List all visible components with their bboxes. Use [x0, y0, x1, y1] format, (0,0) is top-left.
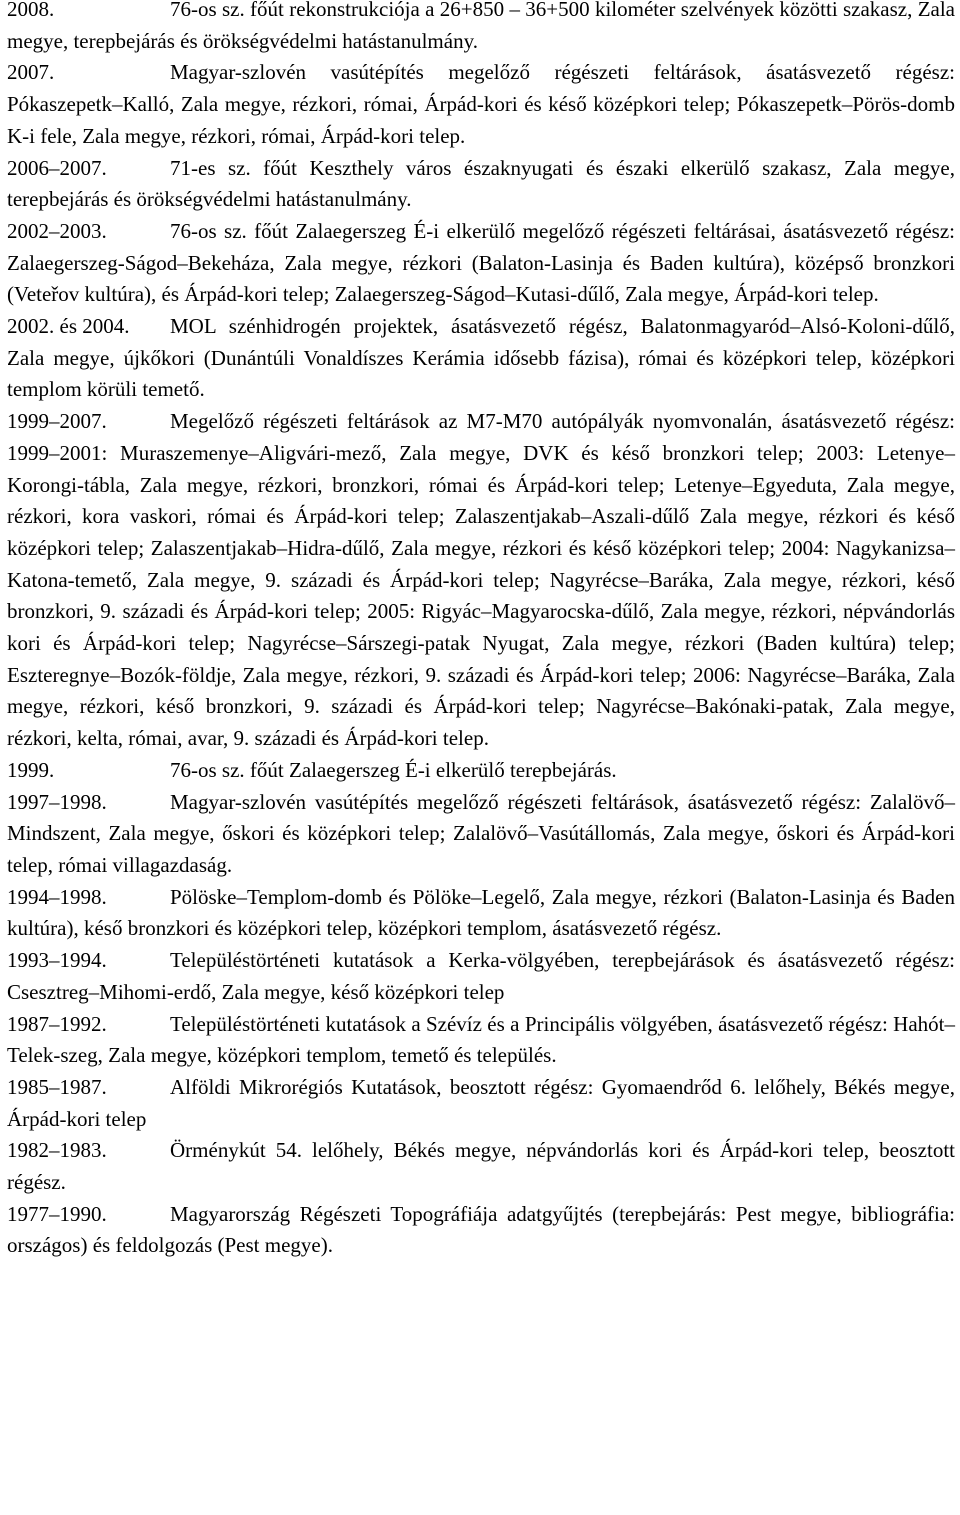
- entry-1977-1990: [7, 1199, 955, 1262]
- entry-date: 1987–1992.: [7, 1011, 107, 1036]
- entry-date: 2006–2007.: [7, 155, 107, 180]
- entry-2008: [7, 0, 955, 57]
- entry-text: Örménykút 54. lelőhely, Békés megye, népvándorlás kori és Árpád-kori telep, beosztott régész.: [7, 1138, 955, 1195]
- entry-1997-1998: [7, 787, 955, 882]
- entry-text: Megelőző régészeti feltárások az M7-M70 autópályák nyomvonalán, ásatásvezető régész: 1999–2001: Muraszemenye–Aligvári-mező, Zala megye, DVK és késő bronzkori telep; 2003: Letenye–Korongi-tábla, Zala megye, rézkori, bronzkori, római és Árpád-kori telep; Letenye–Egyeduta, Zala megye, rézkori, kora vaskori, római és Árpád-kori telep; Zalaszentjakab–Aszali-dűlő Zala megye, rézkori és késő középkori telep; Zalaszentjakab–Hidra-dűlő, Zala megye, rézkori és késő középkori telep; 2004: Nagykanizsa–Katona-temető, Zala megye, 9. századi és Árpád-kori telep; Nagyrécse–Baráka, Zala megye, rézkori, késő bronzkori, 9. századi és Árpád-kori telep; 2005: Rigyác–Magyarocska-dűlő, Zala megye, rézkori, népvándorlás kori és Árpád-kori telep; Nagyrécse–Sárszegi-patak Nyugat, Zala megye, rézkori (Baden kultúra) telep; Eszteregnye–Bozók-földje, Zala megye, rézkori, 9. századi és Árpád-kori telep; 2006: Nagyrécse–Baráka, Zala megye, rézkori, késő bronzkori, 9. századi és Árpád-kori telep; Nagyrécse–Bakónaki-patak, Zala megye, rézkori, kelta, római, avar, 9. századi és Árpád-kori telep.: [7, 409, 955, 751]
- entry-text: Településtörténeti kutatások a Kerka-völgyében, terepbejárások és ásatásvezető régész: Csesztreg–Mihomi-erdő, Zala megye, késő középkori telep: [7, 948, 955, 1004]
- entry-1985-1987: [7, 1072, 955, 1135]
- entry-date: 2007.: [7, 60, 55, 85]
- entry-text: Alföldi Mikrorégiós Kutatások, beosztott régész: Gyomaendrőd 6. lelőhely, Békés megye, Árpád-kori telep: [7, 1074, 955, 1131]
- entry-text: Magyarország Régészeti Topográfiája adatgyűjtés (terepbejárás: Pest megye, bibliográfia: országos) és feldolgozás (Pest megye).: [7, 1201, 955, 1258]
- entry-date: 1997–1998.: [7, 789, 107, 814]
- document-page: [7, 0, 955, 1262]
- entry-1994-1998: [7, 882, 955, 945]
- entry-1993-1994: [7, 945, 955, 1008]
- entry-date: 1999.: [7, 757, 55, 782]
- entry-date: 1982–1983.: [7, 1138, 107, 1163]
- entry-date: 1977–1990.: [7, 1201, 107, 1226]
- entry-text: Településtörténeti kutatások a Szévíz és a Principális völgyében, ásatásvezető régész: Hahót–Telek-szeg, Zala megye, középkori templom, temető és település.: [7, 1011, 955, 1068]
- entry-date: 1999–2007.: [7, 409, 107, 434]
- entry-2006-2007: [7, 153, 955, 216]
- entry-text: MOL szénhidrogén projektek, ásatásvezető régész, Balatonmagyaród–Alsó-Koloni-dűlő, Zala megye, újkőkori (Dunántúli Vonaldíszes Kerámia idősebb fázisa), római és középkori telep, középkori templom körüli temető.: [7, 314, 955, 402]
- entry-1982-1983: [7, 1135, 955, 1198]
- entry-text: 76-os sz. főút Zalaegerszeg É-i elkerülő megelőző régészeti feltárásai, ásatásvezető régész: Zalaegerszeg-Ságod–Bekeháza, Zala megye, rézkori (Balaton-Lasinja és Baden kultúra), középső bronzkori (Veteřov kultúra), és Árpád-kori telep; Zalaegerszeg-Ságod–Kutasi-dűlő, Zala megye, Árpád-kori telep.: [7, 218, 955, 307]
- entry-text: 76-os sz. főút Zalaegerszeg É-i elkerülő terepbejárás.: [170, 757, 617, 782]
- entry-1999: [7, 755, 955, 787]
- entry-text: Magyar-szlovén vasútépítés megelőző régészeti feltárások, ásatásvezető régész: Zalalövő–Mindszent, Zala megye, őskori és középkori telep; Zalalövő–Vasútállomás, Zala megye, őskori és Árpád-kori telep, római villagazdaság.: [7, 789, 955, 877]
- entry-text: Pölöske–Templom-domb és Pölöke–Legelő, Zala megye, rézkori (Balaton-Lasinja és Baden kultúra), késő bronzkori és középkori telep, középkori templom, ásatásvezető régész.: [7, 884, 955, 941]
- entry-1987-1992: [7, 1009, 955, 1072]
- entry-text: Magyar-szlovén vasútépítés megelőző régészeti feltárások, ásatásvezető régész: Pókaszepetk–Kalló, Zala megye, rézkori, római, Árpád-kori és késő középkori telep; Pókaszepetk–Pörös-domb K-i fele, Zala megye, rézkori, római, Árpád-kori telep.: [7, 60, 955, 148]
- entry-text: 71-es sz. főút Keszthely város északnyugati és északi elkerülő szakasz, Zala megye, terepbejárás és örökségvédelmi hatástanulmány.: [7, 155, 955, 212]
- entry-date: 2002. és 2004.: [7, 314, 130, 339]
- entry-date: 2008.: [7, 0, 55, 21]
- entry-date: 1994–1998.: [7, 884, 107, 909]
- entry-2002-2004: [7, 311, 955, 406]
- entry-2002-2003: [7, 216, 955, 311]
- entry-date: 1993–1994.: [7, 948, 107, 973]
- entry-2007: [7, 57, 955, 152]
- entry-date: 2002–2003.: [7, 218, 107, 243]
- entry-date: 1985–1987.: [7, 1074, 107, 1099]
- entry-1999-2007: [7, 406, 955, 755]
- entry-text: 76-os sz. főút rekonstrukciója a 26+850 – 36+500 kilométer szelvények közötti szakasz, Zala megye, terepbejárás és örökségvédelmi hatástanulmány.: [7, 0, 955, 53]
